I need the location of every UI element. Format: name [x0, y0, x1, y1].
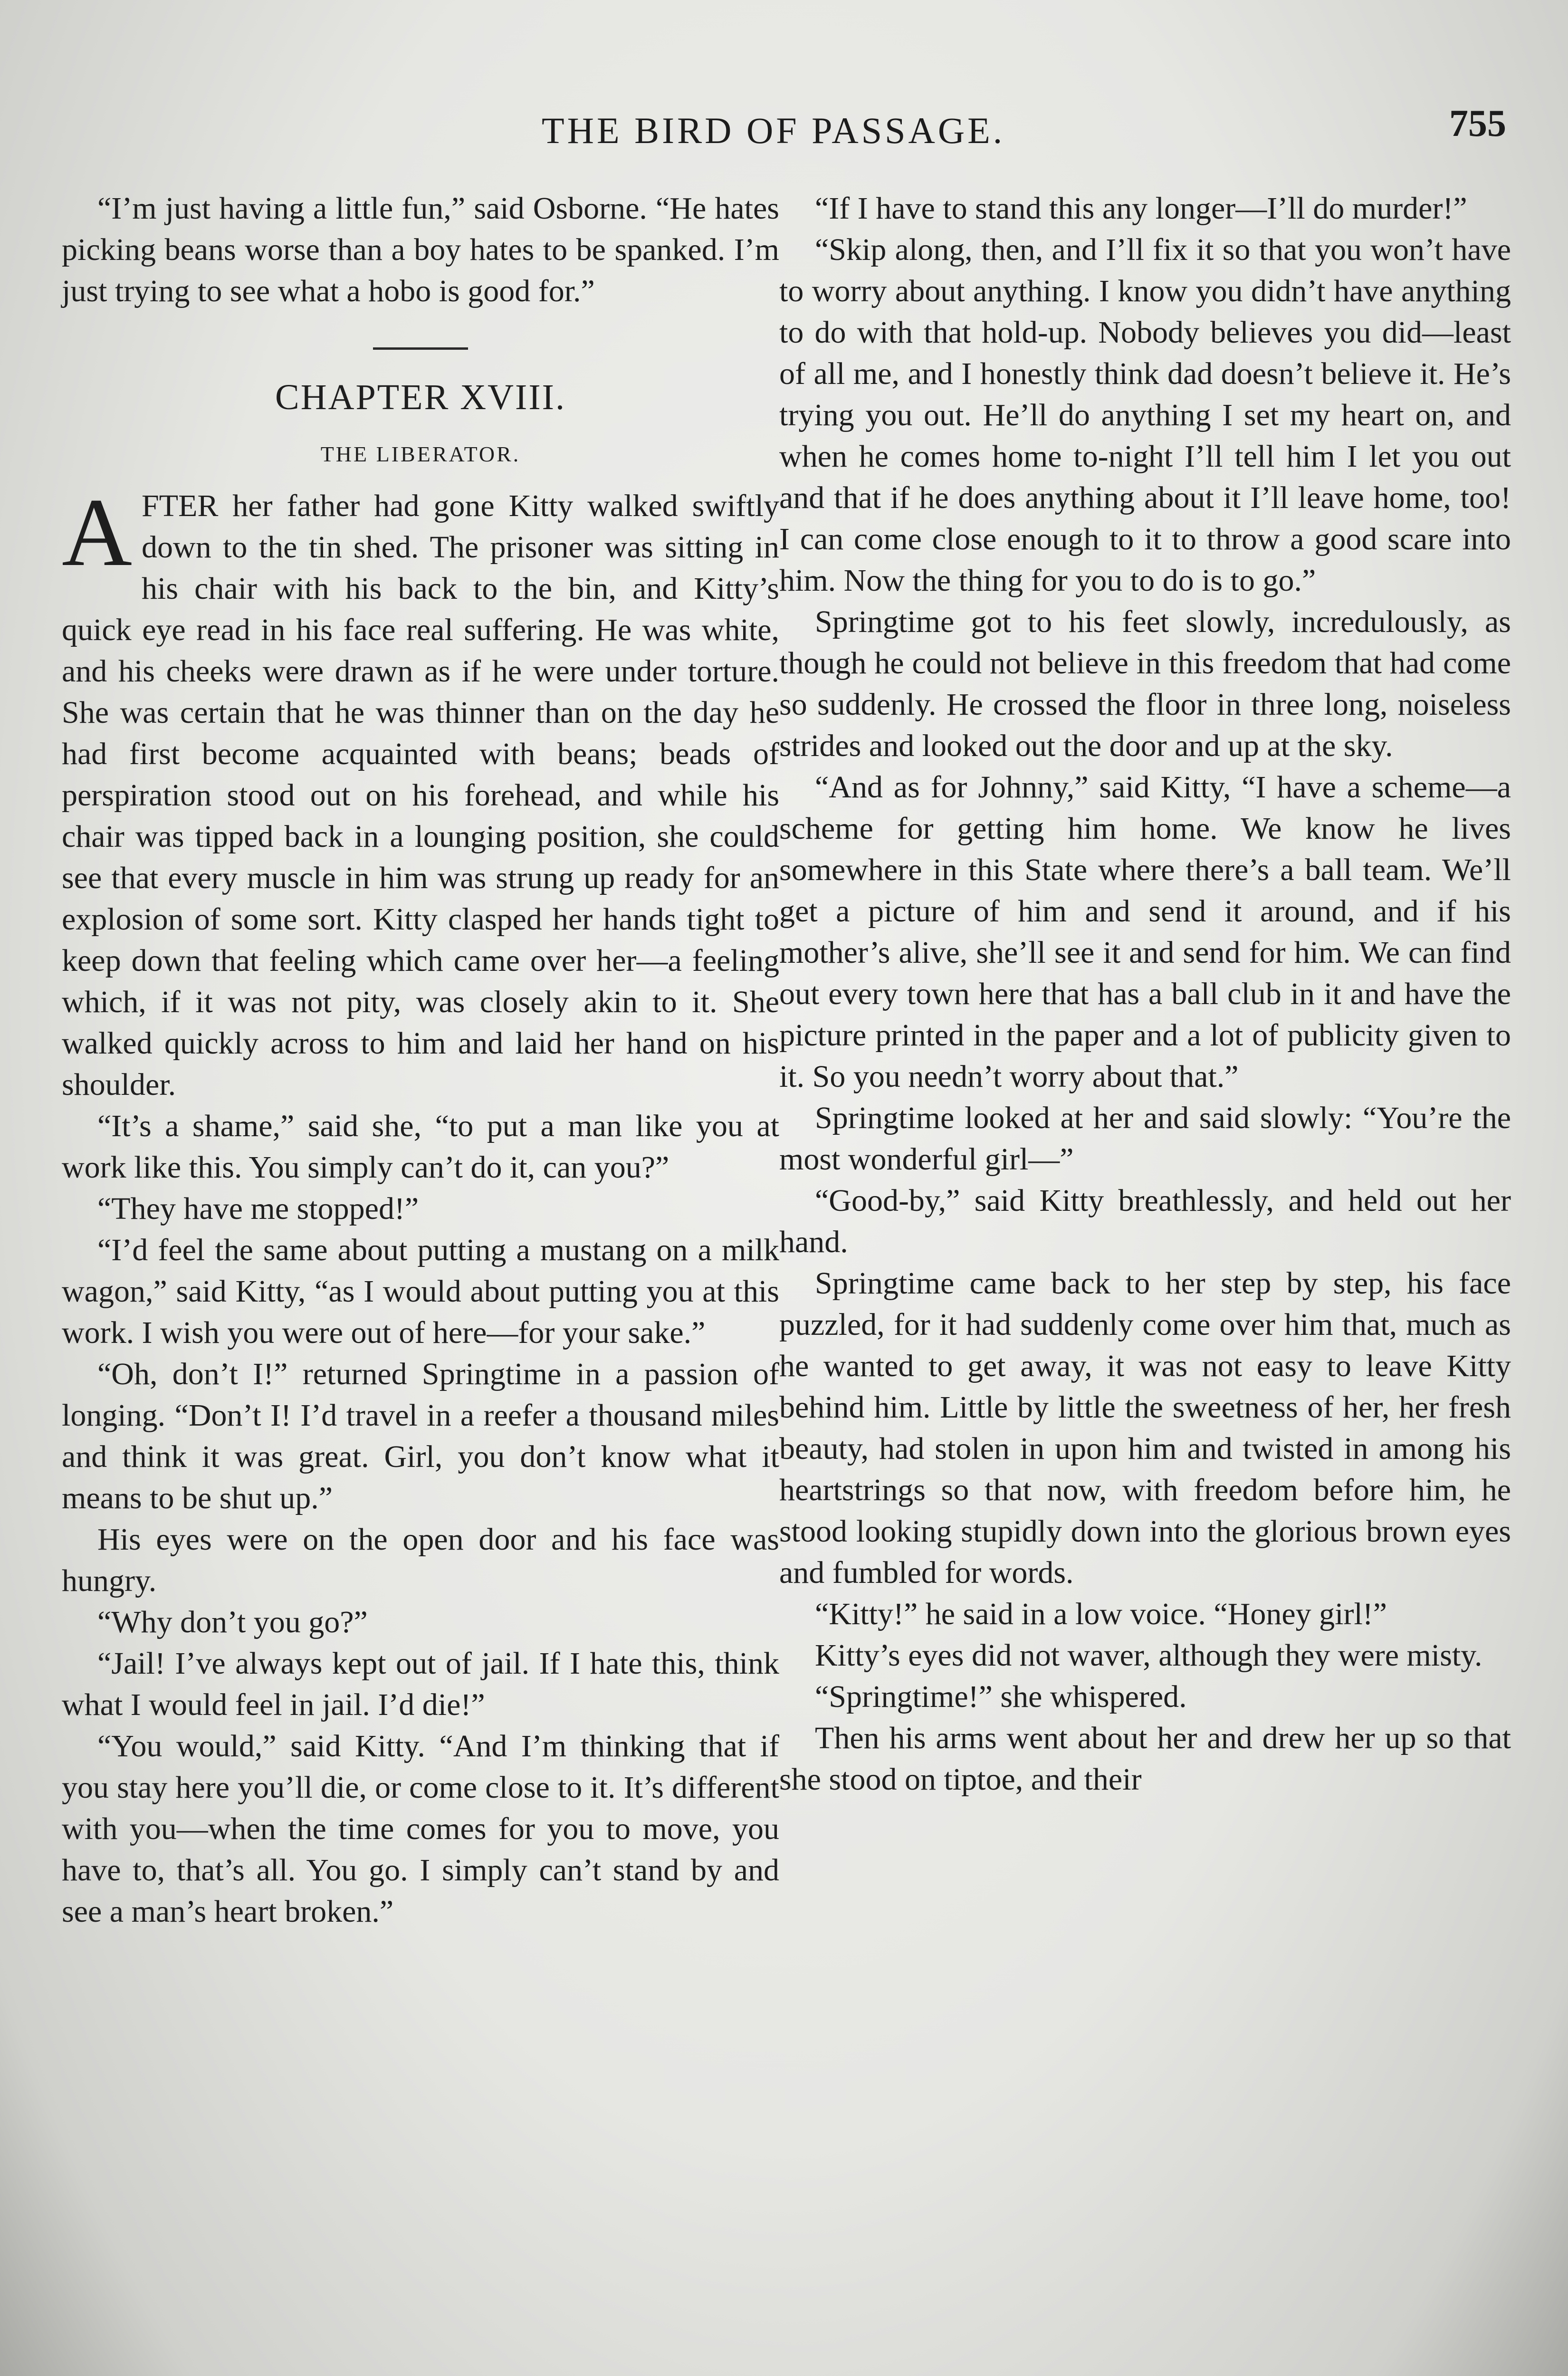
- paragraph: His eyes were on the open door and his face was hungry.: [62, 1522, 779, 1598]
- paragraph: “It’s a shame,” said she, “to put a man like you at work like this. You simply can’t do it, can you?”: [62, 1109, 779, 1185]
- right-column: [779, 188, 1511, 1800]
- paragraph: “I’m just having a little fun,” said Osborne. “He hates picking beans worse than a boy hates to be spanked. I’m just trying to see what a hobo is good for.”: [62, 191, 779, 308]
- opening-paragraph: [62, 479, 779, 1105]
- left-column: [62, 188, 779, 1932]
- paragraph: “Jail! I’ve always kept out of jail. If I hate this, think what I would feel in jail. I’d die!”: [62, 1646, 779, 1722]
- paragraph: Kitty’s eyes did not waver, although they were misty.: [815, 1638, 1482, 1673]
- paragraph: Springtime came back to her step by step, his face puzzled, for it had suddenly come over him that, much as he wanted to get away, it was not easy to leave Kitty behind him. Little by little the sweetness of her, her fresh beauty, had stolen in upon him and twisted in among his heartstrings so that now, with freedom before him, he stood looking stupidly down into the glorious brown eyes and fumbled for words.: [779, 1266, 1511, 1590]
- paragraph: “I’d feel the same about putting a mustang on a milk wagon,” said Kitty, “as I would about putting you at this work. I wish you were out of here—for your sake.”: [62, 1233, 779, 1350]
- paragraph: “Good-by,” said Kitty breathlessly, and held out her hand.: [779, 1183, 1511, 1259]
- paragraph: Springtime got to his feet slowly, incredulously, as though he could not believe in this freedom that had come so suddenly. He crossed the floor in three long, noiseless strides and looked out the door and up at the sky.: [779, 604, 1511, 763]
- paragraph: “If I have to stand this any longer—I’ll do murder!”: [815, 191, 1467, 226]
- paragraph: “They have me stopped!”: [97, 1191, 419, 1226]
- paragraph: “Kitty!” he said in a low voice. “Honey girl!”: [815, 1597, 1387, 1631]
- chapter-subtitle: THE LIBERATOR.: [320, 442, 521, 466]
- paragraph: “You would,” said Kitty. “And I’m thinking that if you stay here you’ll die, or come close to it. It’s different with you—when the time comes for you to move, you have to, that’s all. You go. I simply can’t stand by and see a man’s heart broken.”: [62, 1729, 779, 1929]
- paragraph: “Skip along, then, and I’ll fix it so that you won’t have to worry about anything. I know you didn’t have anything to do with that hold-up. Nobody believes you did—least of all me, and I honestly think dad doesn’t believe it. He’s trying you out. He’ll do anything I set my heart on, and when he comes home to-night I’ll tell him I let you out and that if he does anything about it I’ll leave home, too! I can come close enough to it to throw a good scare into him. Now the thing for you to do is to go.”: [779, 232, 1511, 598]
- paragraph: “Why don’t you go?”: [97, 1605, 368, 1639]
- paragraph: Springtime looked at her and said slowly: “You’re the most wonderful girl—”: [779, 1101, 1511, 1177]
- page-number: 755: [1449, 103, 1506, 144]
- chapter-title: CHAPTER XVIII.: [275, 377, 566, 417]
- paragraph: “Springtime!” she whispered.: [815, 1679, 1187, 1714]
- paragraph: “And as for Johnny,” said Kitty, “I have a scheme—a scheme for getting him home. We know he lives somewhere in this State where there’s a ball team. We’ll get a picture of him and send it around, and if his mother’s alive, she’ll see it and send for him. We can find out every town here that has a ball club in it and have the picture printed in the paper and a lot of publicity given to it. So you needn’t worry about that.”: [779, 770, 1511, 1094]
- drop-cap: A: [62, 479, 133, 586]
- paragraph: “Oh, don’t I!” returned Springtime in a passion of longing. “Don’t I! I’d travel in a reefer a thousand miles and think it was great. Girl, you don’t know what it means to be shut up.”: [62, 1357, 779, 1515]
- section-divider: [373, 347, 468, 350]
- opening-text: FTER her father had gone Kitty walked swiftly down to the tin shed. The prisoner was sitting in his chair with his back to the bin, and Kitty’s quick eye read in his face real suffering. He was white, and his cheeks were drawn as if he were under torture. She was certain that he was thinner than on the day he had first become acquainted with beans; beads of perspiration stood out on his forehead, and while his chair was tipped back in a lounging position, she could see that every muscle in him was strung up ready for an explosion of some sort. Kitty clasped her hands tight to keep down that feeling which came over her—a feeling which, if it was not pity, was closely akin to it. She walked quickly across to him and laid her hand on his shoulder.: [62, 489, 779, 1102]
- paragraph: Then his arms went about her and drew her up so that she stood on tiptoe, and their: [779, 1721, 1511, 1797]
- running-head: THE BIRD OF PASSAGE.: [542, 110, 1005, 151]
